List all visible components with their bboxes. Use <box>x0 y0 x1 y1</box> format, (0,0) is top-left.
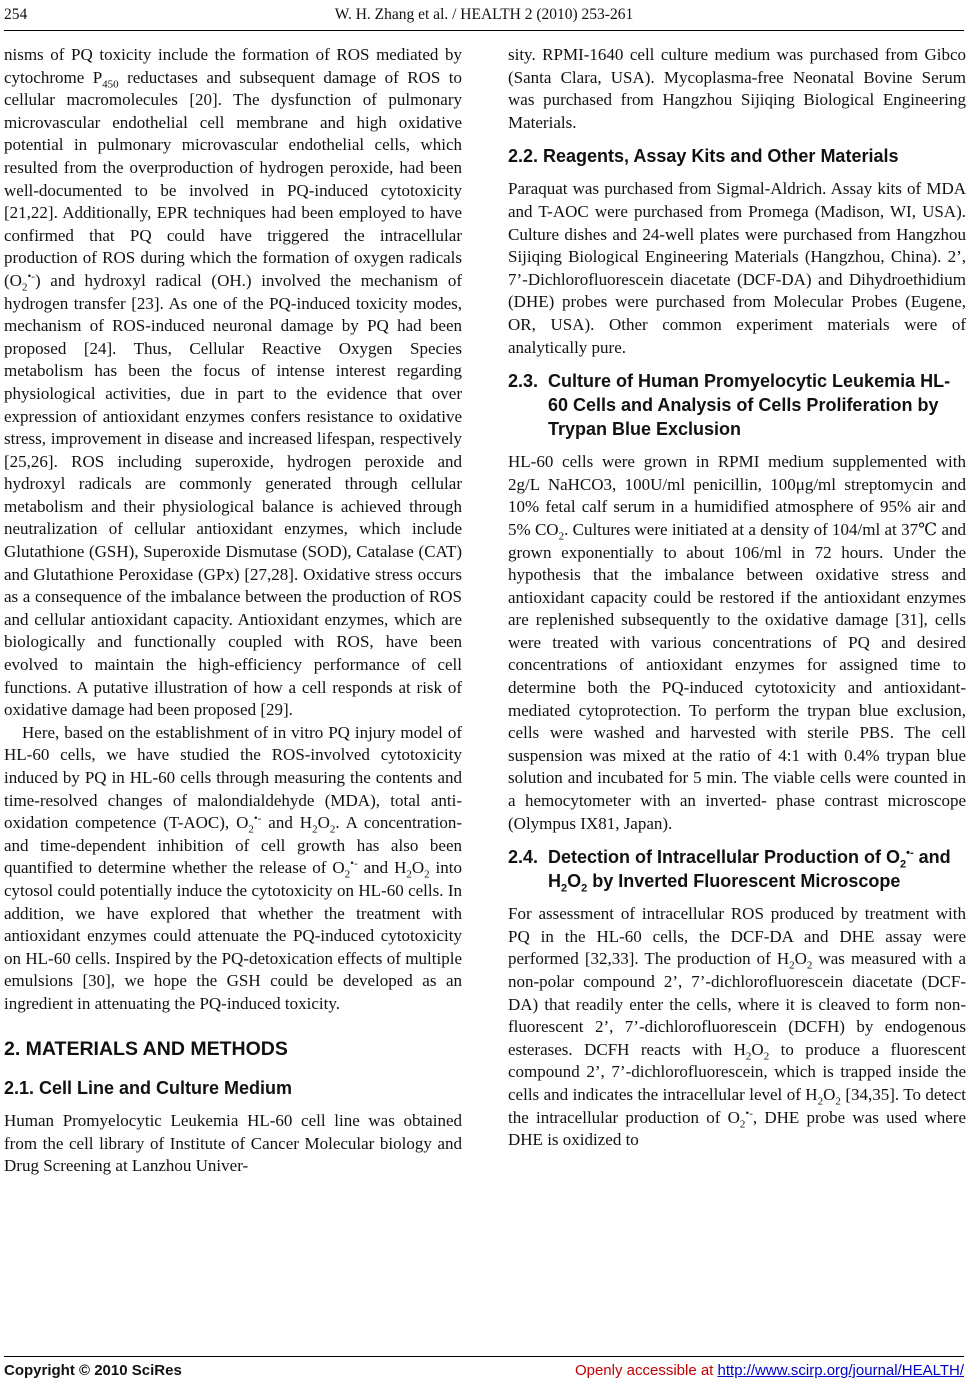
running-header <box>0 6 968 28</box>
page-number: 254 <box>4 6 28 23</box>
subsection-heading-2-2: 2.2. Reagents, Assay Kits and Other Materials <box>508 146 899 167</box>
subsection-title-2-4: Detection of Intracellular Production of $O_2^{•-}$ and $H_2O_2$ by Inverted Fluorescent Microscope <box>548 847 951 895</box>
header-rule <box>4 30 964 31</box>
paragraph-hl60-culture: HL-60 cells were grown in RPMI medium supplemented with 2g/L NaHCO3, 100U/ml penicillin, 100μg/ml streptomycin and 10% fetal calf serum in a humidified atmosphere of 95% air and 5% $CO_2$. Cultures were initiated at a density of 104/ml at 37℃ and grown exponentially to about 106/ml in 72 hours. Under the hypothesis that the imbalance between oxidative stress and antioxidant capacity could be restored if the antioxidant enzymes are replenished subsequently to the oxidative damage [31], cells were treated with various concentrations of PQ and desired concentrations of antioxidant enzymes for assigned time to determine both the PQ-induced cytotoxicity and antioxidant-mediated cytoprotection. To perform the trypan blue exclusion, cells were washed and harvested with sterile PBS. The cell suspension was mixed at the ratio of 4:1 with 0.4% trypan blue solution and incubated for 5 min. The viable cells were counted in a hemocytometer with an inverted- phase contrast microscope (Olympus IX81, Japan). <box>508 452 966 833</box>
subsection-heading-2-3 <box>508 369 966 441</box>
right-column <box>508 44 966 1152</box>
paragraph-ros-detection: For assessment of intracellular ROS produced by treatment with PQ in the HL-60 cells, the DCF-DA and DHE assay were performed [32,33]. The production of $H_2O_2$ was measured with a non-polar compound 2’, 7’-dichlorofluorescein diacetate (DCF-DA) that readily enter the cells, where it is cleaved to form non-fluorescent 2’, 7’-dichlorofluorescein (DCFH) by endogenous esterases. DCFH reacts with $H_2O_2$ to produce a fluorescent compound 2’, 7’-dichlorofluorescein, which is trapped inside the cells and indicates the intracellular level of $H_2O_2$ [34,35]. To detect the intracellular production of $O_2^{•-}$, DHE probe was used where DHE is oxidized to <box>508 904 967 1150</box>
footer-rule <box>4 1356 964 1357</box>
paragraph-ros-mechanisms: nisms of PQ toxicity include the formation of ROS mediated by cytochrome $P_{450}$ reductases and subsequent damage of ROS to cellular macromolecules [20]. The dysfunction of pulmonary microvascular endothelial cell membrane and high oxidative potential in pulmonary microvascular endothelial cells, which resulted from the overproduction of hydrogen peroxide, had been well-documented to be involved in PQ-induced cytotoxicity [21,22]. Additionally, EPR techniques had been employed to have confirmed that PQ could have triggered the intracellular production of ROS during which the formation of oxygen radicals $(O_2^{•-})$ and hydroxyl radical (OH.) involved the mechanism of hydrogen transfer [23]. As one of the PQ-induced toxicity modes, mechanism of ROS-induced neuronal damage by PQ had been proposed [24]. Thus, Cellular Reactive Oxygen Species metabolism has been the focus of intense interest regarding physiological activities, due in part to the evidence that over expression of antioxidant enzymes confers resistance to oxidative stress, improvement in disease and increased lifespan, respectively [25,26]. ROS including superoxide, hydrogen peroxide and hydroxyl radicals are commonly generated through cellular metabolism and their physiological balance is achieved through neutralization of cellular antioxidant enzymes, which include Glutathione (GSH), Superoxide Dismutase (SOD), Catalase (CAT) and Glutathione Peroxidase (GPx) [27,28]. Oxidative stress occurs as a consequence of the imbalance between the production of ROS and cellular antioxidant capacity. Antioxidant enzymes, which are biologically and functionally coupled with ROS, have been evolved to maintain the high-efficiency performance of cell functions. A putative illustration of how a cell responds at risk of oxidative damage had been proposed [29]. <box>4 45 463 720</box>
subsection-title-2-3: Culture of Human Promyelocytic Leukemia HL-60 Cells and Analysis of Cells Proliferation by Trypan Blue Exclusion <box>548 371 951 440</box>
paragraph-cell-line: Human Promyelocytic Leukemia HL-60 cell line was obtained from the cell library of Institute of Cancer Molecular biology and Drug Screening at Lanzhou Univer- <box>4 1111 462 1176</box>
open-access-label: Openly accessible at <box>574 1362 714 1379</box>
running-title: W. H. Zhang et al. / HEALTH 2 (2010) 253-261 <box>334 6 634 23</box>
left-column <box>4 44 462 1178</box>
subsection-number-2-4: 2.4. <box>508 847 539 868</box>
journal-url-link[interactable]: http://www.scirp.org/journal/HEALTH/ <box>717 1362 964 1379</box>
section-heading-materials-methods: 2. MATERIALS AND METHODS <box>4 1037 288 1060</box>
subsection-heading-2-1: 2.1. Cell Line and Culture Medium <box>4 1078 293 1099</box>
open-access-notice <box>575 1362 964 1379</box>
subsection-heading-2-4 <box>508 845 966 893</box>
paragraph-culture-medium-cont: sity. RPMI-1640 cell culture medium was purchased from Gibco (Santa Clara, USA). Mycoplasma-free Neonatal Bovine Serum was purchased from Hangzhou Sijiqing Biological Engineering Materials. <box>508 45 966 132</box>
paragraph-study-aims: Here, based on the establishment of in vitro PQ injury model of HL-60 cells, we have studied the ROS-involved cytotoxicity induced by PQ in HL-60 cells through measuring the contents and time-resolved changes of malondialdehyde (MDA), total anti-oxidation competence (T-AOC), $O_2^{•-}$ and $H_2O_2$. A concentration- and time-dependent inhibition of cell growth has also been quantified to determine whether the release of $O_2^{•-}$ and $H_2O_2$ into cytosol could potentially induce the cytotoxicity on HL-60 cells. In addition, we have explored that whether the treatment with antioxidant enzymes could attenuate the PQ-induced cytotoxicity on HL-60 cells. Inspired by the PQ-detoxication effects of multiple emulsions [30], we hope the GSH could be developed as an ingredient in attenuating the PQ-induced toxicity. <box>4 722 463 1013</box>
page-footer <box>4 1362 964 1384</box>
copyright-notice: Copyright © 2010 SciRes <box>4 1362 182 1379</box>
paragraph-reagents: Paraquat was purchased from Sigmal-Aldrich. Assay kits of MDA and T-AOC were purchased from Promega (Madison, WI, USA). Culture dishes and 24-well plates were purchased from Hangzhou Sijiqing Biological Engineering Materials (Hangzhou, China). 2’, 7’-Dichlorofluorescein diacetate (DCF-DA) and Dihydroethidium (DHE) probes were purchased from Molecular Probes (Eugene, OR, USA). Other common experiment materials were of analytically pure. <box>508 179 966 357</box>
subsection-number-2-3: 2.3. <box>508 371 539 392</box>
